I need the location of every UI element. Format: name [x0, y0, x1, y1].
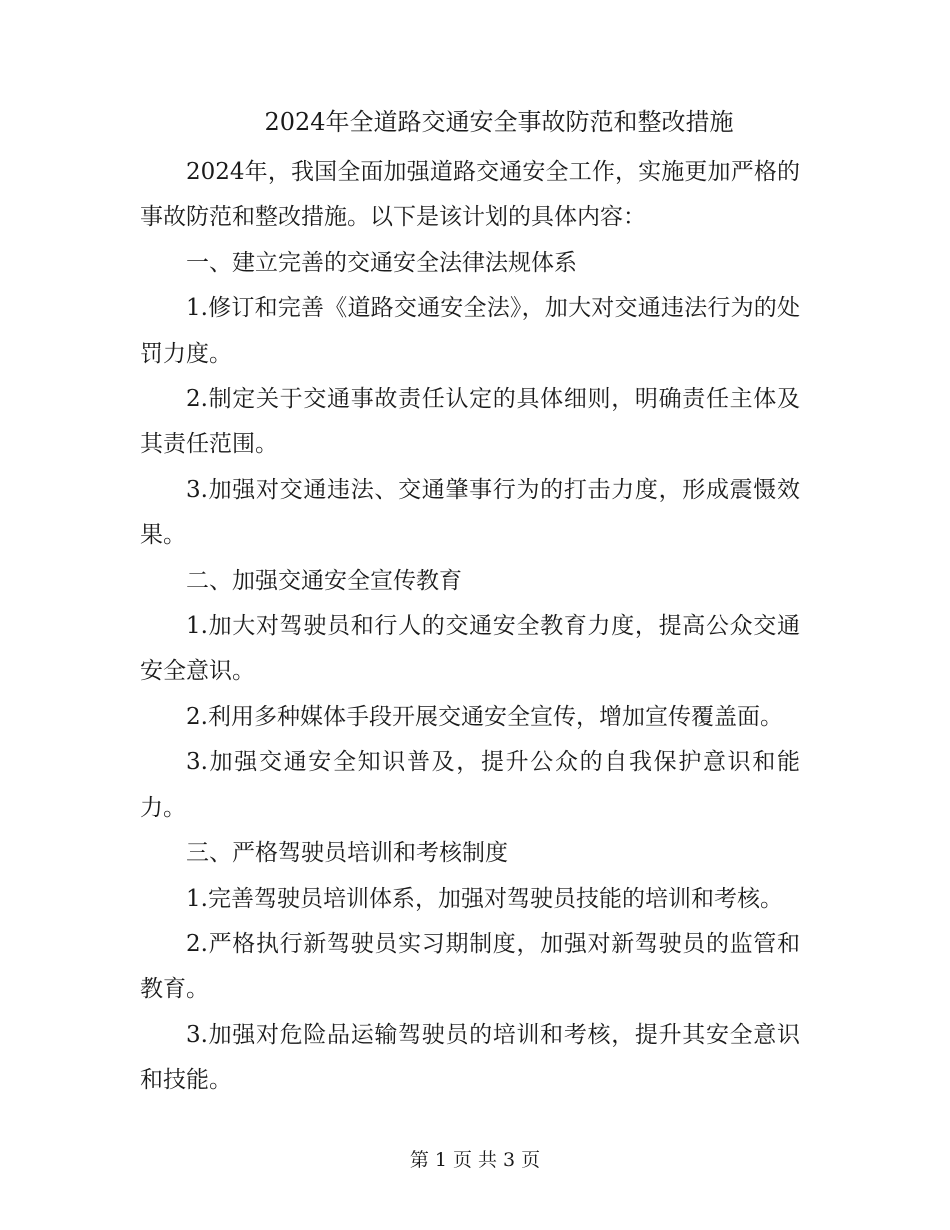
section-2-item-2: 2.利用多种媒体手段开展交通安全宣传，增加宣传覆盖面。	[186, 703, 783, 730]
page-number-footer: 第 1 页 共 3 页	[409, 1149, 541, 1171]
intro-paragraph: 2024年，我国全面加强道路交通安全工作，实施更加严格的事故防范和整改措施。以下是该计划的具体内容：	[140, 159, 800, 231]
section-heading-1: 一、建立完善的交通安全法律法规体系	[186, 249, 577, 276]
section-2-item-3: 3.加强交通安全知识普及，提升公众的自我保护意识和能力。	[140, 749, 800, 821]
section-heading-3: 三、严格驾驶员培训和考核制度	[186, 840, 508, 867]
section-1-item-3: 3.加强对交通违法、交通肇事行为的打击力度，形成震慑效果。	[140, 476, 800, 549]
section-3-item-3: 3.加强对危险品运输驾驶员的培训和考核，提升其安全意识和技能。	[140, 1021, 800, 1094]
section-1-item-2: 2.制定关于交通事故责任认定的具体细则，明确责任主体及其责任范围。	[140, 386, 800, 458]
section-3-item-1: 1.完善驾驶员培训体系，加强对驾驶员技能的培训和考核。	[186, 885, 783, 912]
document-body	[140, 150, 800, 1104]
section-heading-2: 二、加强交通安全宣传教育	[186, 567, 462, 594]
section-1-item-1: 1.修订和完善《道路交通安全法》，加大对交通违法行为的处罚力度。	[140, 295, 800, 367]
document-title: 2024年全道路交通安全事故防范和整改措施	[264, 108, 734, 136]
section-3-item-2: 2.严格执行新驾驶员实习期制度，加强对新驾驶员的监管和教育。	[140, 930, 800, 1003]
section-2-item-1: 1.加大对驾驶员和行人的交通安全教育力度，提高公众交通安全意识。	[140, 613, 800, 685]
